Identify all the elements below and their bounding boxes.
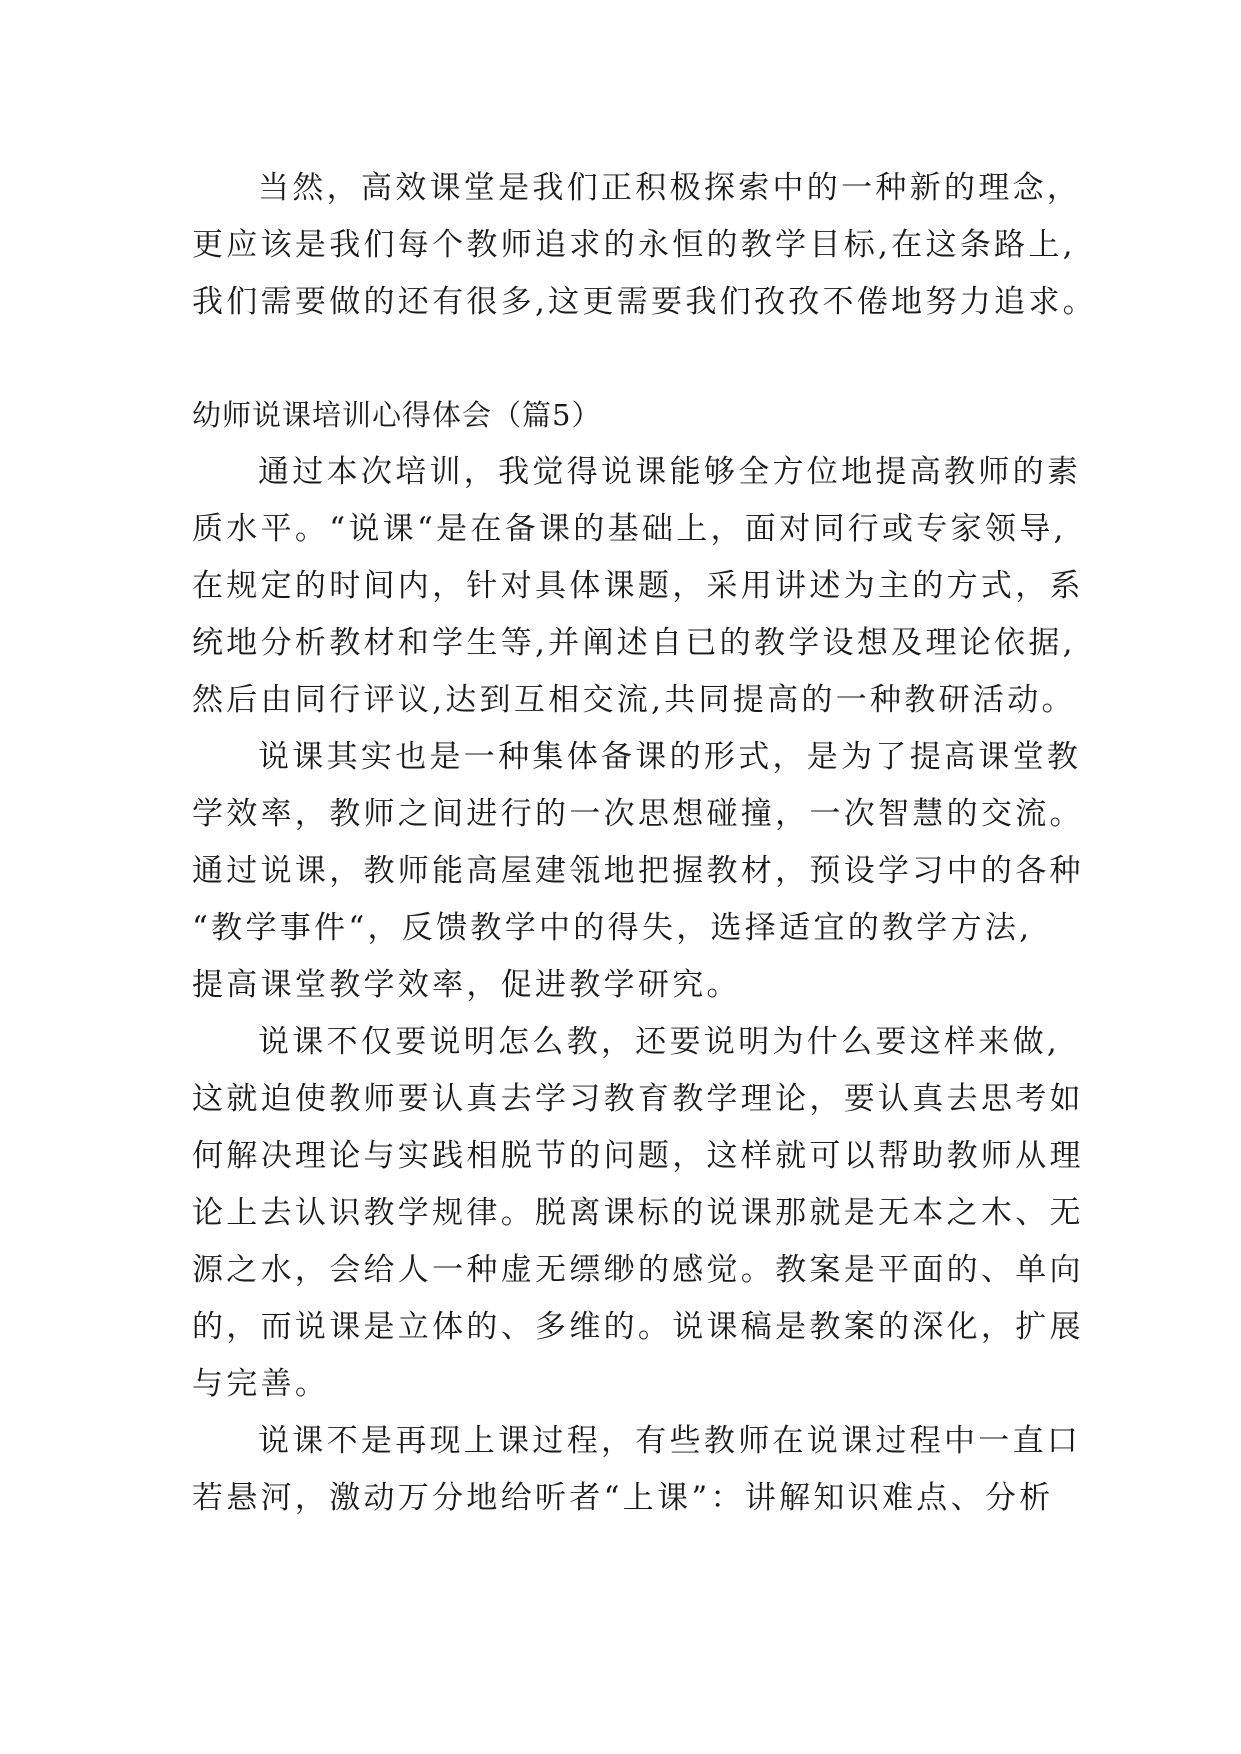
- paragraph-line: 说课不是再现上课过程，有些教师在说课过程中一直口: [258, 1423, 1082, 1459]
- paragraph-line: 源之水，会给人一种虚无缥缈的感觉。教案是平面的、单向: [192, 1252, 1084, 1288]
- paragraph-line: 质水平。“说课“是在备课的基础上，面对同行或专家领导,: [192, 511, 1067, 547]
- body-paragraph-1: [192, 444, 1084, 729]
- paragraph-line: 说课不仅要说明怎么教，还要说明为什么要这样来做,: [258, 1024, 1061, 1060]
- paragraph-gap: [192, 331, 1052, 387]
- paragraph-line: 当然，高效课堂是我们正积极探索中的一种新的理念，: [258, 170, 1082, 206]
- intro-paragraph: [192, 160, 1097, 331]
- paragraph-line: 学效率，教师之间进行的一次思想碰撞，一次智慧的交流。: [192, 796, 1084, 832]
- paragraph-line: “教学事件“，反馈教学中的得失，选择适宜的教学方法,: [192, 910, 1033, 946]
- paragraph-line: 在规定的时间内，针对具体课题，采用讲述为主的方式，系: [192, 568, 1084, 604]
- paragraph-line: 然后由同行评议,达到互相交流,共同提高的一种教研活动。: [192, 682, 1076, 718]
- paragraph-line: 通过说课，教师能高屋建瓴地把握教材，预设学习中的各种: [192, 853, 1084, 889]
- section-title: 幼师说课培训心得体会（篇5）: [192, 398, 602, 432]
- body-paragraph-2: [192, 729, 1084, 1014]
- document-page: [192, 160, 1097, 1527]
- paragraph-line: 说课其实也是一种集体备课的形式，是为了提高课堂教: [258, 739, 1082, 775]
- paragraph-line: 这就迫使教师要认真去学习教育教学理论，要认真去思考如: [192, 1081, 1084, 1117]
- body-paragraph-4: [192, 1413, 1082, 1527]
- paragraph-line: 提高课堂教学效率，促进教学研究。: [192, 967, 741, 1003]
- paragraph-line: 通过本次培训，我觉得说课能够全方位地提高教师的素: [258, 454, 1082, 490]
- paragraph-line: 的，而说课是立体的、多维的。说课稿是教案的深化，扩展: [192, 1309, 1084, 1345]
- paragraph-line: 我们需要做的还有很多,这更需要我们孜孜不倦地努力追求。: [192, 284, 1097, 320]
- paragraph-line: 与完善。: [192, 1366, 330, 1402]
- paragraph-line: 统地分析教材和学生等,并阐述自已的教学设想及理论依据,: [192, 625, 1076, 661]
- body-paragraph-3: [192, 1014, 1084, 1413]
- paragraph-line: 若悬河，激动万分地给听者“上课”：讲解知识难点、分析: [192, 1480, 1054, 1516]
- paragraph-line: 论上去认识教学规律。脱离课标的说课那就是无本之木、无: [192, 1195, 1084, 1231]
- paragraph-line: 更应该是我们每个教师追求的永恒的教学目标,在这条路上,: [192, 227, 1076, 263]
- paragraph-line: 何解决理论与实践相脱节的问题，这样就可以帮助教师从理: [192, 1138, 1084, 1174]
